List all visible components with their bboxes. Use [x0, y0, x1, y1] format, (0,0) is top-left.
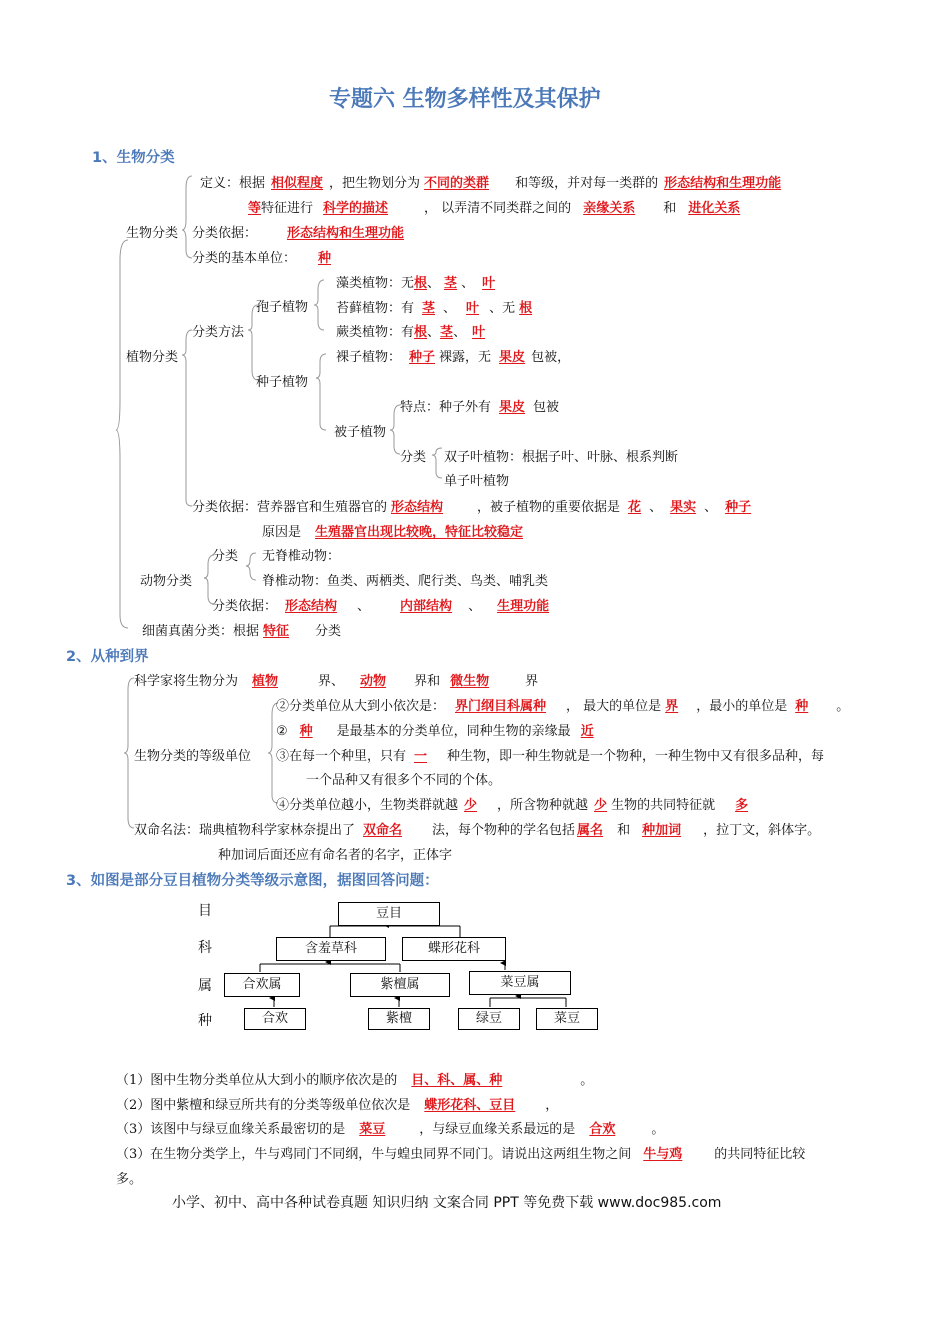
node-species-kidneybean: 菜豆 — [536, 1008, 598, 1030]
question-4: （3）在生物分类学上，牛与鸡同门不同纲，牛与蝗虫同界不同门。请说出这两组生物之间 牛与鸡 的共同特征比较 — [116, 1147, 806, 1162]
node-genus-phaseolus: 菜豆属 — [469, 971, 571, 995]
question-1: （1）图中生物分类单位从大到小的顺序依次是的 目、科、属、种 。 — [116, 1073, 594, 1088]
section-3-heading: 3、如图是部分豆目植物分类等级示意图，据图回答问题： — [66, 873, 439, 889]
animal-basis-line: 分类依据： 形态结构 、 内部结构 、 生理功能 — [212, 599, 550, 614]
rank-point-1: ②分类单位从大到小依次是： 界门纲目科属种 ， 最大的单位是 界 ，最小的单位是 种 。 — [276, 699, 850, 714]
basic-unit: 分类的基本单位： 种 — [192, 251, 332, 266]
binomial-line-2: 种加词后面还应有命名者的名字，正体字 — [218, 848, 453, 863]
node-species-pterocarpus: 紫檀 — [368, 1008, 430, 1030]
question-4-cont: 多。 — [116, 1172, 143, 1187]
label-spore-plants: 孢子植物 — [256, 300, 309, 315]
question-2: （2）图中紫檀和绿豆所共有的分类等级单位依次是 蝶形花科、豆目 ， — [116, 1098, 559, 1113]
vertebrates-line: 脊椎动物：鱼类、两栖类、爬行类、鸟类、哺乳类 — [262, 574, 549, 589]
label-animal-class: 分类 — [212, 549, 239, 564]
footer-text: 小学、初中、高中各种试卷真题 知识归纳 文案合同 PPT 等免费下载 www.doc985.com — [172, 1195, 722, 1211]
node-order-doumu: 豆目 — [338, 902, 440, 926]
fern-line: 蕨类植物：有根、茎、 叶 — [336, 325, 486, 340]
node-species-albizia: 合欢 — [244, 1008, 306, 1030]
kingdoms-line: 科学家将生物分为 植物 界、 动物 界和 微生物 界 — [134, 674, 539, 689]
rank-point-3-cont: 一个品种又有很多个不同的个体。 — [306, 773, 502, 788]
definition-line-1: 定义：根据 相似程度 ，把生物划分为 不同的类群 和等级，并对每一类群的 形态结构和生理功能 — [200, 176, 782, 191]
angiosperm-feature: 特点：种子外有 果皮 包被 — [400, 400, 560, 415]
label-plant-classification: 植物分类 — [126, 350, 179, 365]
dicot-line: 双子叶植物：根据子叶、叶脉、根系判断 — [444, 450, 679, 465]
node-family-mimosaceae: 含羞草科 — [276, 937, 386, 961]
page-title: 专题六 生物多样性及其保护 — [329, 87, 601, 112]
question-3: （3）该图中与绿豆血缘关系最密切的是 菜豆 ，与绿豆血缘关系最远的是 合欢 。 — [116, 1122, 665, 1137]
rank-label-species: 种 — [198, 1013, 212, 1029]
plant-basis-line: 分类依据：营养器官和生殖器官的 形态结构 ，被子植物的重要依据是 花 、 果实 、 种子 — [192, 500, 752, 515]
section-2-heading: 2、从种到界 — [66, 649, 149, 665]
node-genus-albizia: 合欢属 — [224, 973, 300, 997]
rank-point-4: ④分类单位越小，生物类群就越 少 ，所含物种就越 少 生物的共同特征就 多 — [276, 798, 749, 813]
rank-label-genus: 属 — [198, 978, 212, 994]
label-angiosperm: 被子植物 — [334, 425, 387, 440]
gymnosperm-line: 裸子植物： 种子 裸露，无 果皮 包被， — [336, 350, 571, 365]
node-species-mungbean: 绿豆 — [458, 1008, 520, 1030]
binomial-line: 双命名法：瑞典植物科学家林奈提出了 双命名 法，每个物种的学名包括 属名 和 种加词 ，拉丁文，斜体字。 — [134, 823, 821, 838]
rank-point-3: ③在每一个种里，只有 一 种生物，即一种生物就是一个物种，一种生物中又有很多品种，每 — [276, 749, 825, 764]
label-seed-plants: 种子植物 — [256, 375, 309, 390]
node-family-papilionaceae: 蝶形花科 — [402, 937, 506, 961]
monocot-line: 单子叶植物 — [444, 474, 510, 489]
moss-line: 苔藓植物：有 茎 、 叶 、无 根 — [336, 301, 533, 316]
label-biology-classification: 生物分类 — [126, 226, 179, 241]
algae-line: 藻类植物：无根、 茎 、 叶 — [336, 276, 496, 291]
rank-label-family: 科 — [198, 940, 212, 956]
rank-label-order: 目 — [198, 903, 212, 919]
label-animal-classification: 动物分类 — [140, 574, 193, 589]
label-method: 分类方法 — [192, 325, 245, 340]
classification-basis: 分类依据： 形态结构和生理功能 — [192, 226, 405, 241]
reason-line: 原因是 生殖器官出现比较晚，特征比较稳定 — [262, 525, 524, 540]
bacteria-fungi-line: 细菌真菌分类：根据 特征 分类 — [142, 624, 342, 639]
rank-point-2: ② 种 是最基本的分类单位，同种生物的亲缘最 近 — [276, 724, 594, 739]
section-1-heading: 1、生物分类 — [92, 150, 175, 166]
definition-line-2: 等特征进行 科学的描述 ， 以弄清不同类群之间的 亲缘关系 和 进化关系 — [248, 201, 741, 216]
label-rank-units: 生物分类的等级单位 — [134, 749, 252, 764]
node-genus-pterocarpus: 紫檀属 — [350, 973, 450, 997]
invertebrates-line: 无脊椎动物： — [262, 549, 341, 564]
label-subclass: 分类 — [400, 450, 427, 465]
